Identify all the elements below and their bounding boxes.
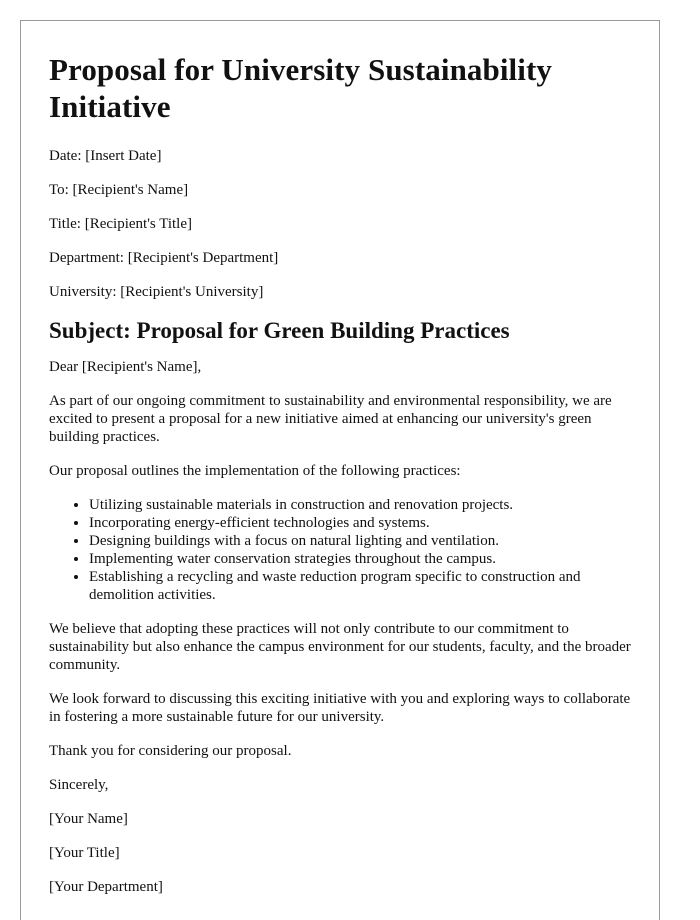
- date-line: Date: [Insert Date]: [49, 148, 162, 164]
- practices-list: [49, 496, 631, 604]
- sender-name: [Your Name]: [49, 811, 128, 827]
- recipient-university-line: University: [Recipient's University]: [49, 284, 264, 300]
- letter-page: [20, 20, 660, 920]
- list-item: • Incorporating energy-efficient technologies and systems.: [89, 514, 631, 532]
- list-item: • Designing buildings with a focus on natural lighting and ventilation.: [89, 532, 631, 550]
- recipient-title-line: Title: [Recipient's Title]: [49, 216, 192, 232]
- subject-heading: Subject: Proposal for Green Building Practices: [49, 318, 510, 343]
- recipient-name-line: To: [Recipient's Name]: [49, 182, 189, 198]
- list-item: • Utilizing sustainable materials in construction and renovation projects.: [89, 496, 631, 514]
- sender-department: [Your Department]: [49, 879, 163, 895]
- sender-title: [Your Title]: [49, 845, 120, 861]
- greeting: Dear [Recipient's Name],: [49, 359, 202, 375]
- list-item: • Implementing water conservation strategies throughout the campus.: [89, 550, 631, 568]
- belief-paragraph: We believe that adopting these practices will not only contribute to our commitment to sustainability but also enhance the campus environment for our students, faculty, and the broader community.: [49, 621, 631, 673]
- recipient-department-line: Department: [Recipient's Department]: [49, 250, 279, 266]
- intro-paragraph: As part of our ongoing commitment to sustainability and environmental responsibility, we are excited to present a proposal for a new initiative aimed at enhancing our university's green building practices.: [49, 393, 612, 445]
- thanks-paragraph: Thank you for considering our proposal.: [49, 743, 292, 759]
- forward-paragraph: We look forward to discussing this exciting initiative with you and exploring ways to collaborate in fostering a more sustainable future for our university.: [49, 691, 631, 725]
- document-title: Proposal for University Sustainability Initiative: [49, 52, 553, 124]
- signoff: Sincerely,: [49, 777, 109, 793]
- outline-paragraph: Our proposal outlines the implementation of the following practices:: [49, 463, 461, 479]
- list-item: • Establishing a recycling and waste reduction program specific to construction and demolition activities.: [89, 568, 631, 604]
